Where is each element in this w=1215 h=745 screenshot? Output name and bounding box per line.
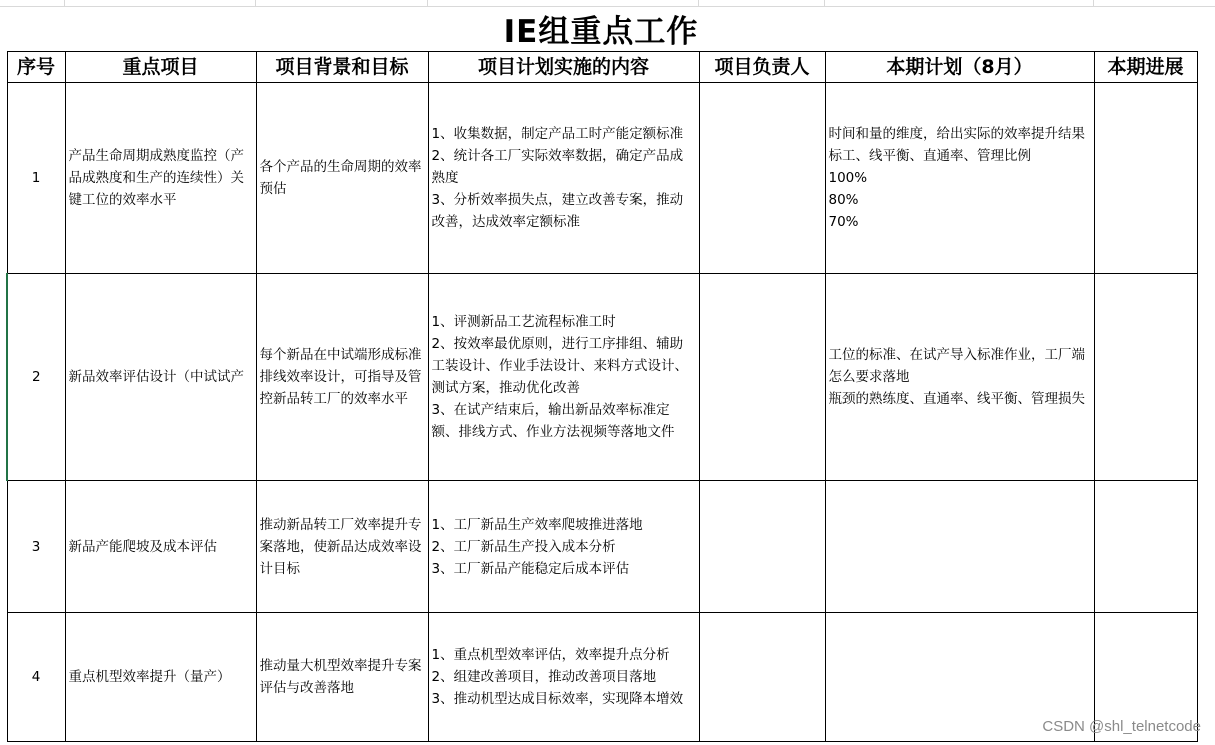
cell-plan[interactable]: 时间和量的维度，给出实际的效率提升结果 标工、线平衡、直通率、管理比例 100% 80% 70% xyxy=(825,83,1094,274)
sheet-title[interactable]: IE组重点工作 xyxy=(503,13,699,50)
cell-progress[interactable] xyxy=(1094,274,1197,481)
header-cell-plan[interactable]: 本期计划（8月） xyxy=(825,52,1094,83)
cell-project[interactable]: 产品生命周期成熟度监控（产品成熟度和生产的连续性）关键工位的效率水平 xyxy=(65,83,256,274)
cell-content[interactable]: 1、评测新品工艺流程标准工时 2、按效率最优原则，进行工序排组、辅助工装设计、作业手法设计、来料方式设计、测试方案，推动优化改善 3、在试产结束后，输出新品效率标准定额、排线方式、作业方法视频等落地文件 xyxy=(428,274,699,481)
cell-content[interactable]: 1、工厂新品生产效率爬坡推进落地 2、工厂新品生产投入成本分析 3、工厂新品产能稳定后成本评估 xyxy=(428,481,699,613)
cell-progress[interactable] xyxy=(1094,83,1197,274)
header-row xyxy=(7,52,1197,83)
cell-background[interactable]: 每个新品在中试端形成标准排线效率设计，可指导及管控新品转工厂的效率水平 xyxy=(256,274,428,481)
header-cell-progress[interactable]: 本期进展 xyxy=(1094,52,1197,83)
cell-project[interactable]: 新品产能爬坡及成本评估 xyxy=(65,481,256,613)
header-cell-owner[interactable]: 项目负责人 xyxy=(699,52,825,83)
cell-owner[interactable] xyxy=(699,613,825,742)
cell-no[interactable]: 4 xyxy=(7,613,65,742)
table-row xyxy=(7,613,1197,742)
cell-owner[interactable] xyxy=(699,274,825,481)
cell-no[interactable]: 1 xyxy=(7,83,65,274)
cell-project[interactable]: 重点机型效率提升（量产） xyxy=(65,613,256,742)
header-cell-background[interactable]: 项目背景和目标 xyxy=(256,52,428,83)
cell-project[interactable]: 新品效率评估设计（中试试产 xyxy=(65,274,256,481)
table-row xyxy=(7,274,1197,481)
header-cell-content[interactable]: 项目计划实施的内容 xyxy=(428,52,699,83)
cell-background[interactable]: 推动量大机型效率提升专案评估与改善落地 xyxy=(256,613,428,742)
table-row xyxy=(7,83,1197,274)
cell-no[interactable]: 3 xyxy=(7,481,65,613)
cell-background[interactable]: 推动新品转工厂效率提升专案落地，使新品达成效率设计目标 xyxy=(256,481,428,613)
cell-progress[interactable] xyxy=(1094,481,1197,613)
cell-content[interactable]: 1、重点机型效率评估，效率提升点分析 2、组建改善项目，推动改善项目落地 3、推动机型达成目标效率，实现降本增效 xyxy=(428,613,699,742)
cell-plan[interactable] xyxy=(825,481,1094,613)
csdn-watermark: CSDN @shl_telnetcode xyxy=(1042,718,1201,735)
cell-plan[interactable]: 工位的标准、在试产导入标准作业，工厂端怎么要求落地 瓶颈的熟练度、直通率、线平衡、管理损失 xyxy=(825,274,1094,481)
cell-no[interactable]: 2 xyxy=(7,274,65,481)
table-row xyxy=(7,481,1197,613)
cell-content[interactable]: 1、收集数据，制定产品工时产能定额标准 2、统计各工厂实际效率数据，确定产品成熟度 3、分析效率损失点，建立改善专案，推动改善，达成效率定额标准 xyxy=(428,83,699,274)
cell-owner[interactable] xyxy=(699,481,825,613)
header-cell-no[interactable]: 序号 xyxy=(7,52,65,83)
work-table xyxy=(6,51,1198,742)
cell-background[interactable]: 各个产品的生命周期的效率预估 xyxy=(256,83,428,274)
cell-owner[interactable] xyxy=(699,83,825,274)
header-cell-project[interactable]: 重点项目 xyxy=(65,52,256,83)
